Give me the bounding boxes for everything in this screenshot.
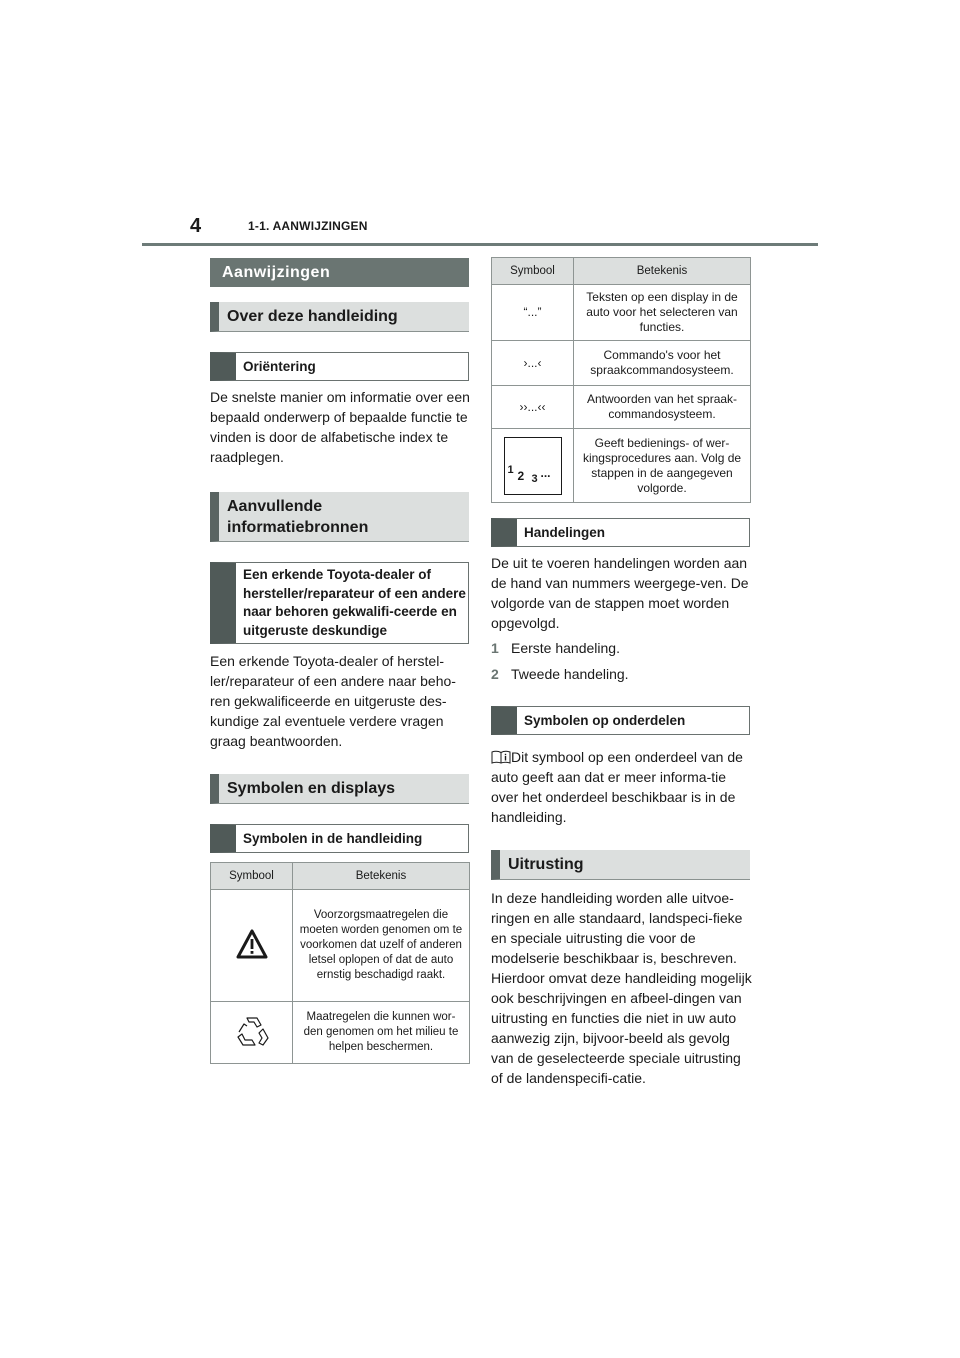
step-icon-dots: ... xyxy=(540,465,551,480)
paragraph-uitrusting: In deze handleiding worden alle uitvoe-ringen en alle standaard, landspeci-fieke en speciale uitrusting die voor de modelserie beschikbaar is, beschreven. Hierdoor omvat deze handleiding mogelijk ook beschrijvingen en afbeel-dingen van uitrusting en functies die niet in uw auto aanwezig zijn, bijvoor-beeld als gevolg van de geselecteerde speciale uitrusting of de landenspecifi-catie. xyxy=(491,890,752,1086)
step-2 xyxy=(491,664,629,684)
header-divider xyxy=(142,243,818,246)
subheading-erkende-dealer xyxy=(210,562,469,644)
heading-line-2: informatiebronnen xyxy=(227,518,369,536)
step-1-label: Eerste handeling. xyxy=(511,640,620,656)
symbol-cell: ››...‹‹ xyxy=(492,386,574,429)
heading-uitrusting: Uitrusting xyxy=(491,850,750,880)
recycle-icon xyxy=(235,1015,269,1047)
step-icon-3: 3 xyxy=(531,472,538,485)
paragraph-erkende-dealer: Een erkende Toyota-dealer of herstel-ler/reparateur of een andere naar beho-ren gekwalificeerde en uitgeruste des-kundige zal eventuele verdere vragen graag beantwoorden. xyxy=(210,653,456,749)
heading-over-deze-handleiding: Over deze handleiding xyxy=(210,302,469,332)
symbols-table-right xyxy=(491,257,751,503)
heading-line-1: Aanvullende xyxy=(227,497,323,515)
table-row xyxy=(492,386,751,429)
heading-symbolen-en-displays: Symbolen en displays xyxy=(210,774,469,804)
book-info-icon xyxy=(491,750,511,764)
paragraph-onderdelen-text: Dit symbool op een onderdeel van de auto geeft aan dat er meer informa-tie over het onderdeel beschikbaar is in de handleiding. xyxy=(491,749,743,825)
symbol-cell xyxy=(211,890,293,1002)
subheading-symbolen-op-onderdelen: Symbolen op onderdelen xyxy=(491,706,750,735)
steps-123-icon xyxy=(504,437,562,495)
subheading-orientering: Oriëntering xyxy=(210,352,469,381)
column-header-betekenis: Betekenis xyxy=(293,863,470,890)
table-row xyxy=(492,429,751,503)
symbols-table-left xyxy=(210,862,470,1064)
step-icon-1: 1 xyxy=(507,463,514,476)
paragraph-onderdelen xyxy=(491,747,753,827)
subheading-symbolen-in-de-handleiding: Symbolen in de handleiding xyxy=(210,824,469,853)
step-2-number: 2 xyxy=(491,666,499,682)
meaning-cell: Commando's voor het spraakcommandosysteem. xyxy=(574,341,751,386)
table-row xyxy=(492,285,751,341)
subheading-handelingen: Handelingen xyxy=(491,518,750,547)
chapter-title: 1-1. AANWIJZINGEN xyxy=(248,219,368,233)
page-number: 4 xyxy=(190,215,202,237)
heading-aanvullende-informatiebronnen xyxy=(210,492,469,542)
step-icon-2: 2 xyxy=(517,468,525,483)
meaning-cell: Geeft bedienings- of wer-kingsprocedures aan. Volg de stappen in de aangegeven volgorde. xyxy=(574,429,751,503)
column-header-symbool: Symbool xyxy=(492,258,574,285)
column-header-betekenis: Betekenis xyxy=(574,258,751,285)
section-title-aanwijzingen: Aanwijzingen xyxy=(210,258,469,287)
meaning-cell: Maatregelen die kunnen wor-den genomen om het milieu te helpen beschermen. xyxy=(293,1002,470,1064)
paragraph-handelingen: De uit te voeren handelingen worden aan de hand van nummers weergege-ven. De volgorde van de stappen moet worden opgevolgd. xyxy=(491,555,749,631)
column-header-symbool: Symbool xyxy=(211,863,293,890)
meaning-cell: Teksten op een display in de auto voor het selecteren van functies. xyxy=(574,285,751,341)
symbol-cell xyxy=(492,429,574,503)
table-row xyxy=(492,341,751,386)
symbol-cell: “...” xyxy=(492,285,574,341)
step-2-label: Tweede handeling. xyxy=(511,666,629,682)
symbol-cell xyxy=(211,1002,293,1064)
table-row xyxy=(211,1002,470,1064)
warning-triangle-icon xyxy=(236,929,268,959)
step-1 xyxy=(491,638,620,658)
table-row xyxy=(211,890,470,1002)
meaning-cell: Voorzorgsmaatregelen die moeten worden genomen om te voorkomen dat uzelf of anderen letsel oplopen of dat de auto ernstig beschadigd raakt. xyxy=(293,890,470,1002)
meaning-cell: Antwoorden van het spraak-commandosysteem. xyxy=(574,386,751,429)
step-1-number: 1 xyxy=(491,640,499,656)
symbol-cell: ›...‹ xyxy=(492,341,574,386)
subheading-erkende-dealer-text: Een erkende Toyota-dealer of hersteller/reparateur of een andere naar behoren gekwalifi-ceerde en uitgeruste deskundige xyxy=(243,567,466,638)
paragraph-orientering: De snelste manier om informatie over een bepaald onderwerp of bepaalde functie te vinden is door de alfabetische index te raadplegen. xyxy=(210,389,470,465)
